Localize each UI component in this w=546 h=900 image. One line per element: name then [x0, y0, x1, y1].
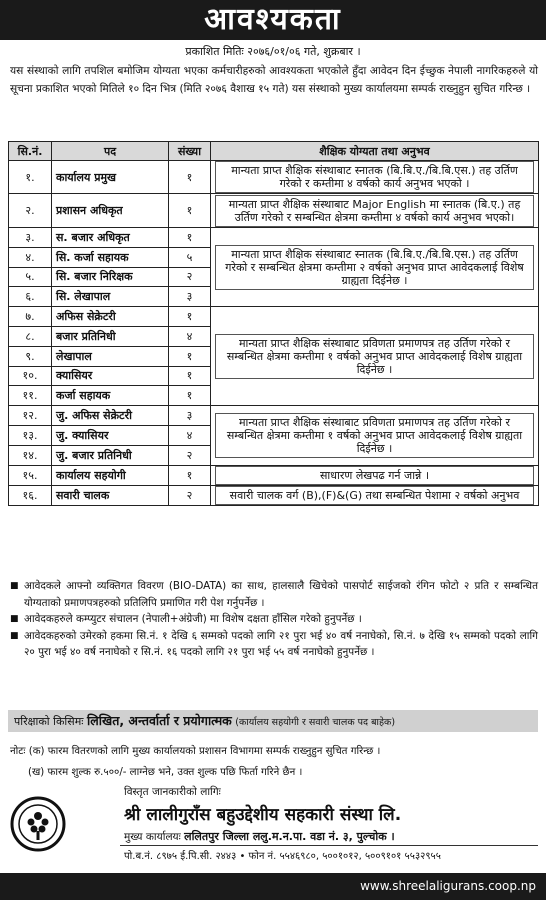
row-qty: ४ — [169, 326, 211, 346]
qualification-cell — [211, 161, 539, 194]
table-row — [9, 485, 539, 505]
row-sn: १२. — [9, 406, 52, 426]
row-qty: २ — [169, 485, 211, 505]
row-post: सवारी चालक — [52, 485, 169, 505]
row-qty: १ — [169, 228, 211, 248]
qualification-cell — [211, 485, 539, 505]
row-qty: १ — [169, 366, 211, 386]
row-qty: १ — [169, 346, 211, 366]
qualification-text: मान्यता प्राप्त शैक्षिक संस्थाबाट प्रविणता प्रमाणपत्र तह उर्तिण गरेको र सम्बन्धित क्षेत्रमा कम्तीमा १ वर्षको अनुभव प्राप्त आवेदकलाई विशेष ग्राह्यता दिईनेछ । — [215, 413, 534, 458]
qualification-cell — [211, 465, 539, 485]
qualification-text: सवारी चालक वर्ग (B),(F)&(G) तथा सम्बन्धित पेशामा २ वर्षको अनुभव — [215, 486, 534, 505]
intro-paragraph: यस संस्थाको लागि तपशिल बमोजिम योग्यता भएका कर्मचारीहरुको आवश्यकता भएकोले हुँदा आवेदन दिन ईच्छुक नेपाली नागरिकहरुले यो सूचना प्रकाशित भएको मितिले १० दिन भित्र (मिति २०७६ वैशाख १५ गते) यस संस्थाको मुख्य कार्यालयमा सम्पर्क राख्नुहुन सुचित गरिन्छ । — [10, 65, 538, 95]
qualification-cell — [211, 406, 539, 465]
qualification-text: मान्यता प्राप्त शैक्षिक संस्थाबाट स्नातक (बि.बि.ए./बि.बि.एस.) तह उर्तिण गरेको र कम्तीमा ४ वर्षको कार्य अनुभव भएको । — [215, 161, 534, 193]
row-post: अफिस सेक्रेटरी — [52, 307, 169, 327]
qualification-cell — [211, 228, 539, 307]
row-qty: १ — [169, 386, 211, 406]
table-row — [9, 228, 539, 248]
vacancy-table — [8, 141, 539, 506]
table-row — [9, 194, 539, 228]
row-sn: ३. — [9, 228, 52, 248]
qualification-cell — [211, 194, 539, 228]
column-header-post: पद — [52, 142, 169, 161]
row-sn: ९. — [9, 346, 52, 366]
row-post: बजार प्रतिनिधी — [52, 326, 169, 346]
contact-phone: पो.ब.नं. ८९७५ ई.पि.सी. २४४३ • फोन नं. ५५४६९८०, ५००१०१२, ५००९१०१ ५५३२९५५ — [124, 851, 441, 862]
row-post: जु. क्यासियर — [52, 425, 169, 445]
page-title: आवश्यकता — [204, 2, 342, 37]
row-sn: १०. — [9, 366, 52, 386]
table-row — [9, 465, 539, 485]
row-sn: ६. — [9, 287, 52, 307]
row-sn: ५. — [9, 267, 52, 287]
exam-type-bar — [8, 710, 538, 732]
row-qty: १ — [169, 161, 211, 194]
row-post: सि. कर्जा सहायक — [52, 247, 169, 267]
row-sn: १५. — [9, 465, 52, 485]
list-item: ■ आवेदकहरुको उमेरको हकमा सि.नं. १ देखि ६ सम्मको पदको लागि २१ पुरा भई ४० वर्ष ननाघेको, सि.नं. ७ देखि १५ सम्मको पदको लागि २० पुरा भई ४० वर्ष ननाघेको र सि.नं. १६ पदको लागि २१ पुरा भई ५५ वर्ष ननाघेको हुनुपर्नेछ । — [10, 628, 538, 661]
row-post: कार्यालय प्रमुख — [52, 161, 169, 194]
row-sn: १४. — [9, 445, 52, 465]
website-link[interactable]: www.shreelaligurans.coop.np — [360, 879, 536, 893]
office-label: मुख्य कार्यालयः — [124, 831, 181, 843]
row-sn: १. — [9, 161, 52, 194]
exam-label: परिक्षाको किसिमः — [14, 715, 84, 728]
row-qty: ४ — [169, 425, 211, 445]
row-sn: २. — [9, 194, 52, 228]
qualification-cell — [211, 307, 539, 406]
column-header-qty: संख्या — [169, 142, 211, 161]
row-post: लेखापाल — [52, 346, 169, 366]
row-post: प्रशासन अधिकृत — [52, 194, 169, 228]
row-sn: १३. — [9, 425, 52, 445]
row-post: कर्जा सहायक — [52, 386, 169, 406]
row-post: स. बजार अधिकृत — [52, 228, 169, 248]
row-sn: ११. — [9, 386, 52, 406]
published-date: प्रकाशित मितिः २०७६/०१/०६ गते, शुक्रबार । — [185, 45, 361, 58]
column-header-sn: सि.नं. — [9, 142, 52, 161]
row-qty: २ — [169, 445, 211, 465]
footnotes — [10, 741, 538, 783]
table-header-row — [9, 142, 539, 161]
organization-name: श्री लालीगुराँस बहुउद्देशीय सहकारी संस्था लि. — [124, 805, 402, 825]
row-sn: १६. — [9, 485, 52, 505]
footnote-b: (ख) फारम शुल्क रु.५००/- लाग्नेछ भने, उक्त शुल्क पछि फिर्ता गरिने छैन । — [28, 767, 303, 778]
divider — [120, 845, 538, 846]
row-post: कार्यालय सहयोगी — [52, 465, 169, 485]
footnote-a: नोटः (क) फारम वितरणको लागि मुख्य कार्यालयको प्रशासन विभागमा सम्पर्क राख्नुहुन सुचित गरिन्छ । — [10, 746, 381, 757]
organization-logo — [10, 796, 66, 852]
contact-heading: विस्तृत जानकारीको लागिः — [124, 786, 221, 798]
office-location: ललितपुर जिल्ला ललु.म.न.पा. वडा नं. ३, पुल्चोक । — [184, 830, 395, 843]
list-item: ■ आवेदकले आफ्नो व्यक्तिगत विवरण (BIO-DATA) का साथ, हालसालै खिचेको पासपोर्ट साईजको रंगिन फोटो २ प्रति र सम्बन्धित योग्यताको प्रमाणपत्रहरुको प्रतिलिपि प्रमाणित गरी पेश गर्नुपर्नेछ । — [10, 578, 538, 611]
row-qty: ३ — [169, 287, 211, 307]
row-qty: ३ — [169, 406, 211, 426]
row-sn: ७. — [9, 307, 52, 327]
row-sn: ४. — [9, 247, 52, 267]
row-qty: १ — [169, 307, 211, 327]
table-row — [9, 307, 539, 327]
row-post: सि. लेखापाल — [52, 287, 169, 307]
office-address — [124, 829, 395, 844]
table-row — [9, 161, 539, 194]
row-qty: २ — [169, 267, 211, 287]
exam-exception: (कार्यालय सहयोगी र सवारी चालक पद बाहेक) — [235, 717, 396, 728]
row-post: सि. बजार निरिक्षक — [52, 267, 169, 287]
website-bar — [0, 873, 546, 900]
row-post: क्यासियर — [52, 366, 169, 386]
row-qty: ५ — [169, 247, 211, 267]
row-qty: १ — [169, 194, 211, 228]
row-post: जु. बजार प्रतिनिधी — [52, 445, 169, 465]
exam-types: लिखित, अन्तर्वार्ता र प्रयोगात्मक — [87, 713, 232, 728]
qualification-text: मान्यता प्राप्त शैक्षिक संस्थाबाट प्रविणता प्रमाणपत्र तह उर्तिण गरेको र सम्बन्धित क्षेत्रमा कम्तीमा १ वर्षको अनुभव प्राप्त आवेदकलाई विशेष ग्राह्यता दिईनेछ । — [215, 334, 534, 379]
qualification-text: साधारण लेखपढ गर्न जान्ने । — [215, 466, 534, 485]
qualification-text: मान्यता प्राप्त शैक्षिक संस्थाबाट स्नातक (बि.बि.ए./बि.बि.एस.) तह उर्तिण गरेको र सम्बन्धित क्षेत्रमा कम्तीमा २ वर्षको अनुभव प्राप्त आवेदकलाई विशेष ग्राह्यता दिईनेछ । — [215, 245, 534, 290]
column-header-qualification: शैक्षिक योग्यता तथा अनुभव — [211, 142, 539, 161]
notes-list — [10, 578, 538, 661]
row-qty: १ — [169, 465, 211, 485]
table-row — [9, 406, 539, 426]
qualification-text: मान्यता प्राप्त शैक्षिक संस्थाबाट Major English मा स्नातक (बि.ए.) तह उर्तिण गरेको र सम्बन्धित क्षेत्रमा कम्तीमा ४ वर्षको कार्य अनुभव भएको। — [215, 195, 534, 227]
row-sn: ८. — [9, 326, 52, 346]
row-post: जु. अफिस सेक्रेटरी — [52, 406, 169, 426]
list-item: ■ आवेदकहरुले कम्प्युटर संचालन (नेपाली+अंग्रेजी) मा विशेष दक्षता हाँसिल गरेको हुनुपर्नेछ । — [10, 611, 538, 628]
